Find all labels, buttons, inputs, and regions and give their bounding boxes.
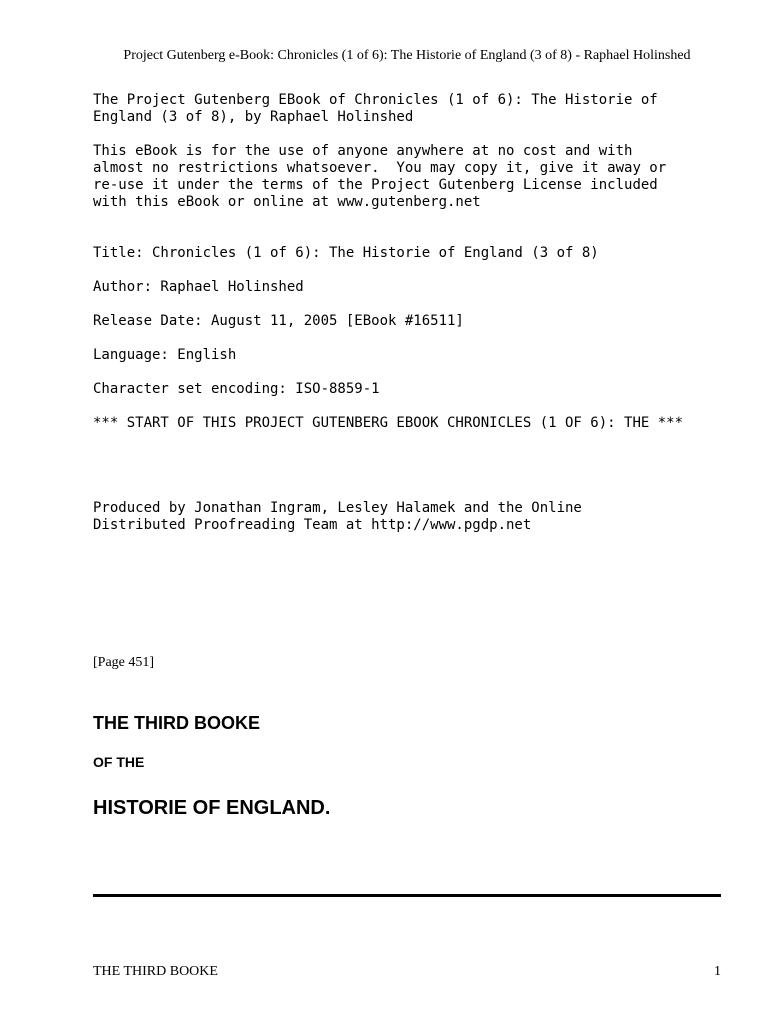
credits-line: Distributed Proofreading Team at http://www.pgdp.net — [93, 517, 532, 533]
footer-page-number: 1 — [714, 964, 721, 979]
author-line: Author: Raphael Holinshed — [93, 279, 304, 295]
license-line: This eBook is for the use of anyone anywhere at no cost and with — [93, 143, 633, 159]
encoding-line: Character set encoding: ISO-8859-1 — [93, 381, 380, 397]
license-line: almost no restrictions whatsoever. You may copy it, give it away or — [93, 160, 667, 176]
footer-section-title: THE THIRD BOOKE — [93, 964, 218, 979]
book-heading-main: THE THIRD BOOKE — [93, 713, 261, 733]
license-line: with this eBook or online at www.gutenberg.net — [93, 194, 481, 210]
page-marker: [Page 451] — [93, 655, 155, 670]
credits-paragraph — [93, 500, 582, 534]
license-paragraph — [93, 143, 666, 211]
running-header: Project Gutenberg e-Book: Chronicles (1 of 6): The Historie of England (3 of 8) - Raphael Holinshed — [123, 48, 691, 63]
horizontal-rule — [93, 894, 721, 897]
license-line: re-use it under the terms of the Project Gutenberg License included — [93, 177, 658, 193]
start-marker: *** START OF THIS PROJECT GUTENBERG EBOOK CHRONICLES (1 OF 6): THE *** — [93, 415, 684, 431]
title-line: Title: Chronicles (1 of 6): The Historie of England (3 of 8) — [93, 245, 599, 261]
book-heading-subject: HISTORIE OF ENGLAND. — [93, 797, 331, 819]
book-heading-connector: OF THE — [93, 754, 145, 770]
credits-line: Produced by Jonathan Ingram, Lesley Halamek and the Online — [93, 500, 582, 516]
release-date-line: Release Date: August 11, 2005 [EBook #16511] — [93, 313, 464, 329]
intro-paragraph — [93, 92, 658, 126]
intro-line: England (3 of 8), by Raphael Holinshed — [93, 109, 414, 125]
language-line: Language: English — [93, 347, 237, 363]
intro-line: The Project Gutenberg EBook of Chronicles (1 of 6): The Historie of — [93, 92, 658, 108]
